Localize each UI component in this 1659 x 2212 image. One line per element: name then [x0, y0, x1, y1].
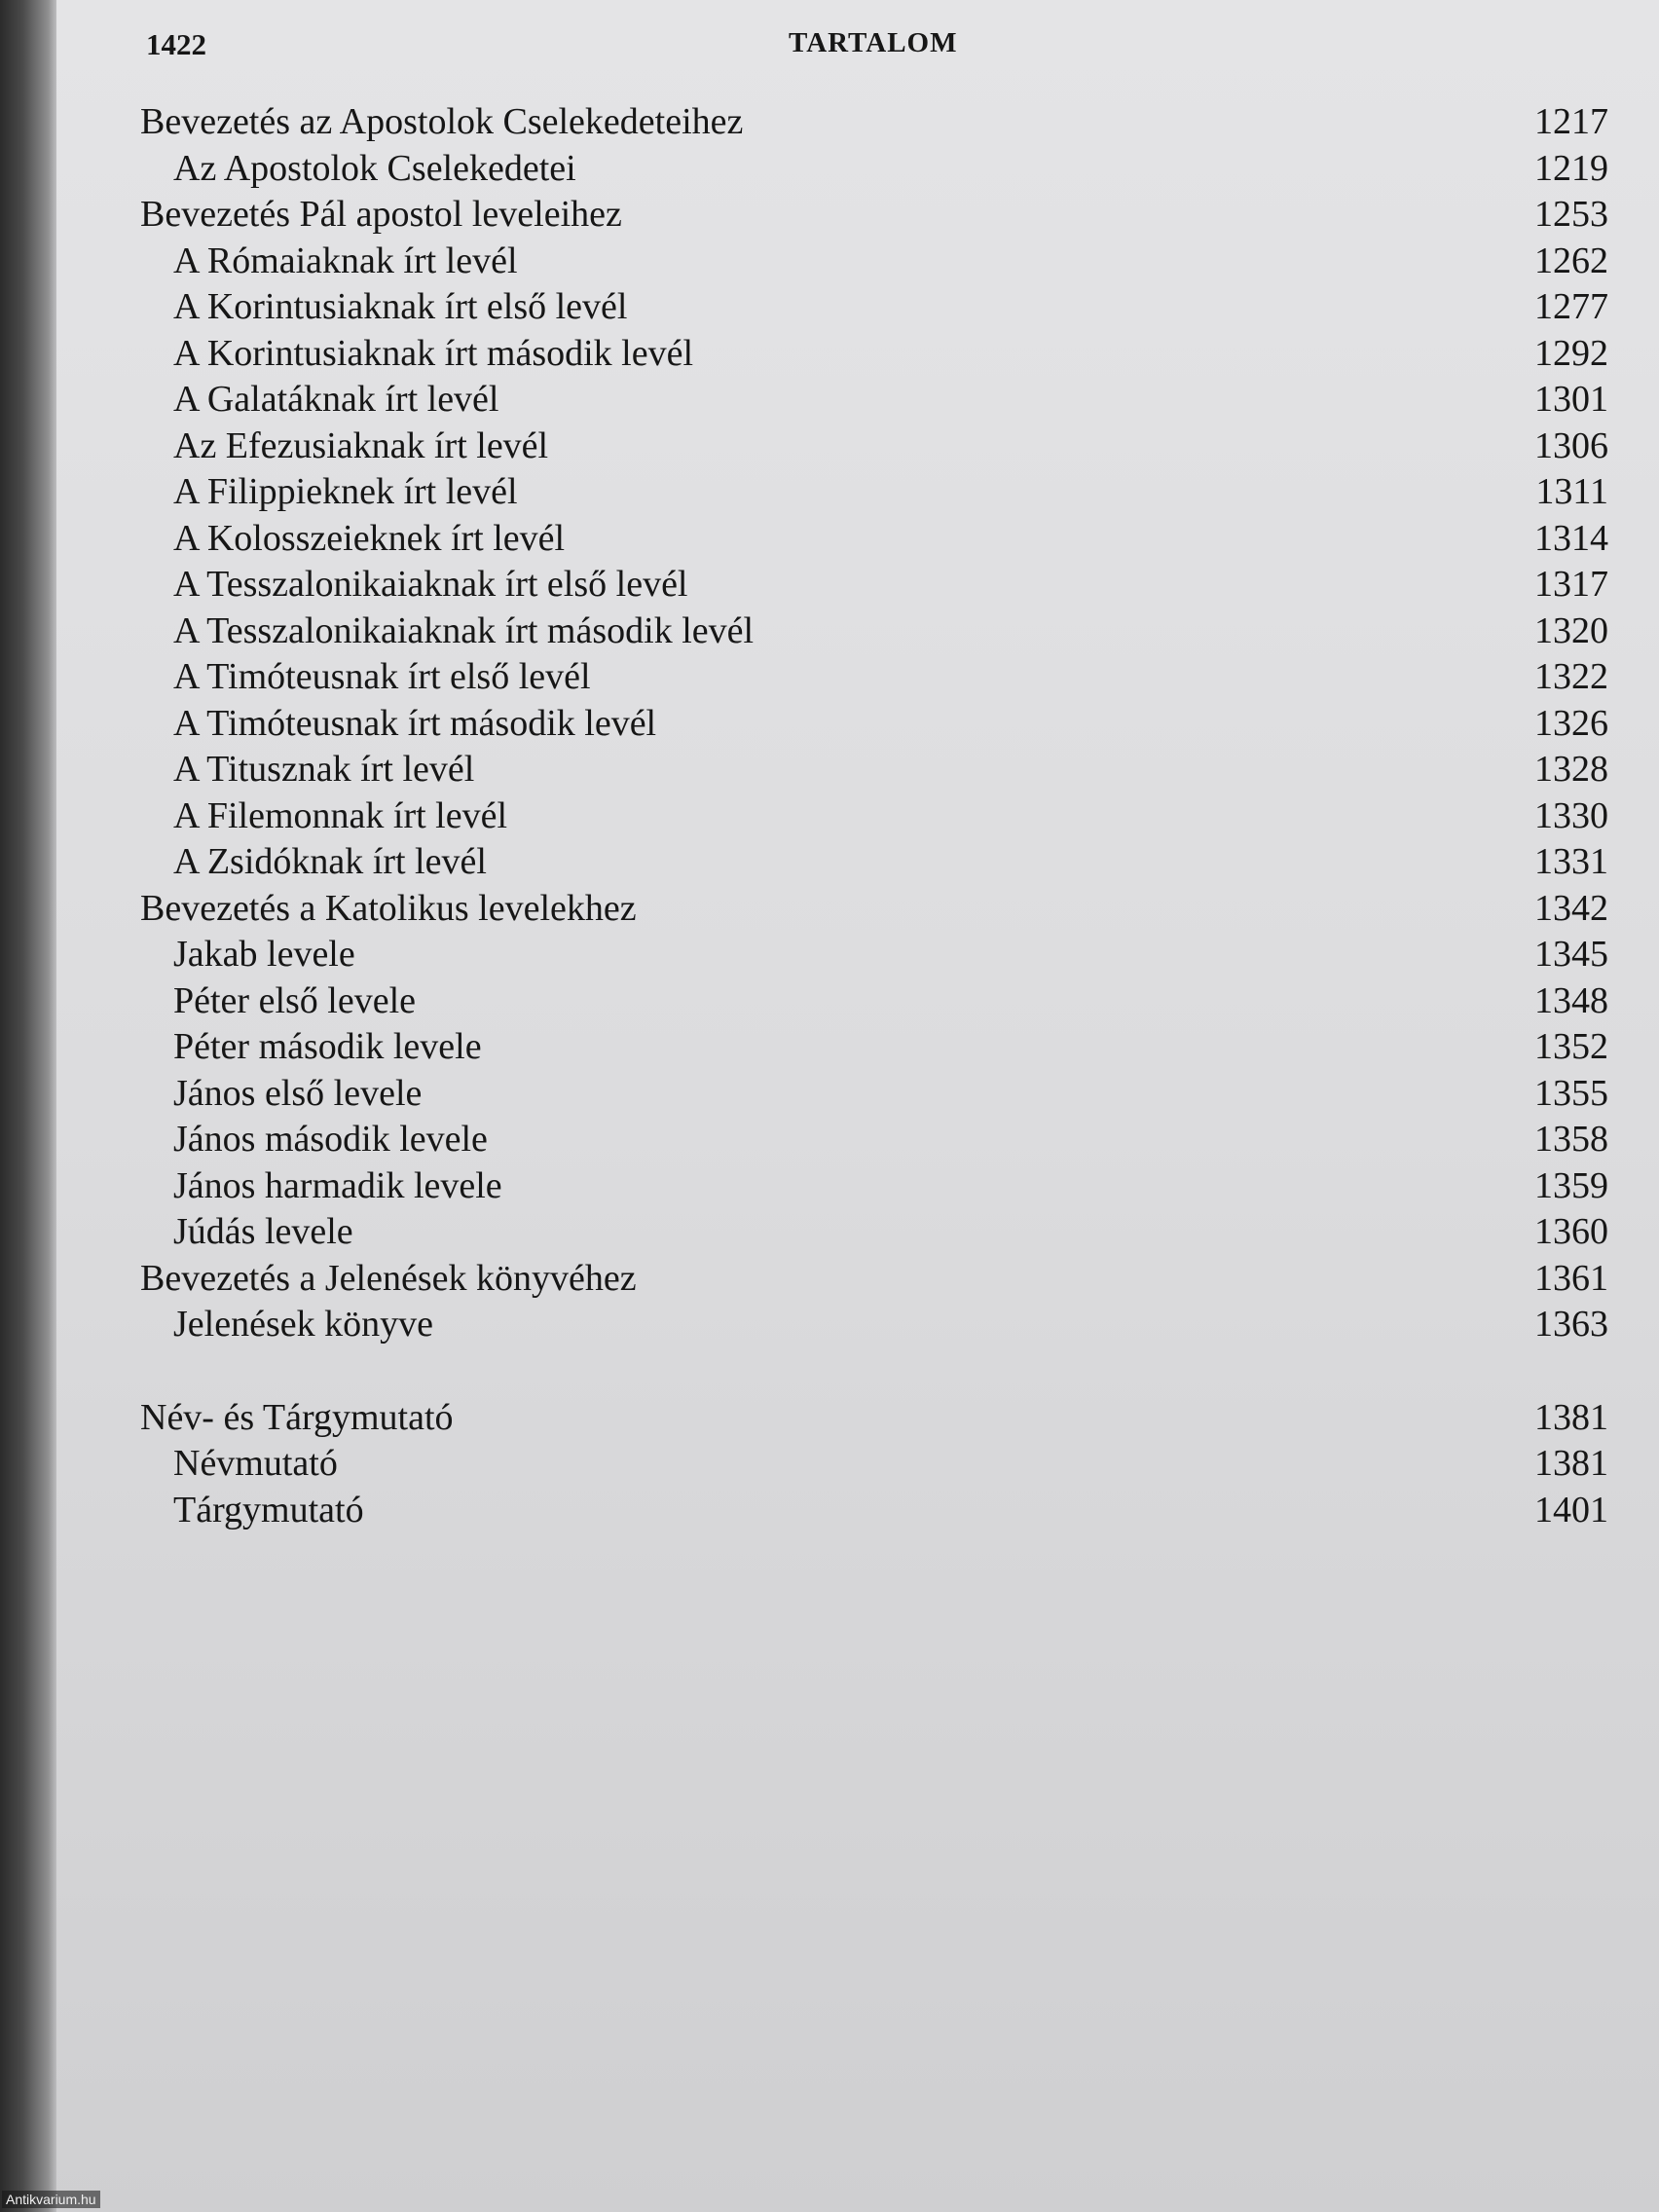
toc-page-number: 1330	[1534, 794, 1608, 836]
toc-entry	[136, 793, 1608, 838]
toc-page-number: 1331	[1534, 841, 1608, 882]
toc-entry	[136, 1256, 1608, 1301]
toc-entry-title: A Zsidóknak írt levél	[173, 841, 487, 882]
toc-page-number: 1314	[1534, 517, 1608, 559]
toc-entry	[136, 424, 1608, 468]
toc-entry	[136, 1117, 1608, 1161]
toc-entry	[136, 146, 1608, 191]
toc-page-number: 1352	[1534, 1026, 1608, 1067]
toc-entry	[136, 886, 1608, 931]
toc-entry	[136, 1441, 1608, 1486]
toc-entry-title: A Filemonnak írt levél	[173, 794, 508, 836]
toc-entry-title: A Korintusiaknak írt első levél	[173, 286, 628, 327]
toc-entry-title: A Tesszalonikaiaknak írt második levél	[173, 609, 755, 651]
toc-section-title: Bevezetés a Jelenések könyvéhez	[140, 1257, 637, 1299]
toc-section-title: Bevezetés a Katolikus levelekhez	[140, 887, 637, 929]
toc-entry-title: Jakab levele	[173, 934, 355, 975]
toc-entry-title: Tárgymutató	[173, 1489, 364, 1530]
toc-entry	[136, 1024, 1608, 1069]
toc-entry	[136, 1395, 1608, 1440]
toc-entry	[136, 562, 1608, 607]
toc-entry	[136, 1209, 1608, 1254]
toc-entry	[136, 608, 1608, 653]
toc-page-number: 1322	[1534, 656, 1608, 697]
toc-page-number: 1311	[1535, 471, 1608, 512]
toc-entry	[136, 516, 1608, 561]
toc-page-number: 1359	[1534, 1164, 1608, 1206]
page-title: TARTALOM	[789, 27, 958, 58]
toc-entry-title: János első levele	[173, 1072, 423, 1114]
toc-page-number: 1301	[1534, 379, 1608, 420]
toc-entry-title: János harmadik levele	[173, 1164, 502, 1206]
toc-entry-title: A Timóteusnak írt első levél	[173, 656, 591, 697]
toc-page-number: 1277	[1534, 286, 1608, 327]
toc-entry-title: Júdás levele	[173, 1211, 353, 1252]
toc-page-number: 1361	[1534, 1257, 1608, 1299]
toc-section-title: Bevezetés Pál apostol leveleihez	[140, 194, 622, 235]
toc-entry-title: Péter második levele	[173, 1026, 482, 1067]
toc-entry	[136, 932, 1608, 977]
toc-entry-title: A Rómaiaknak írt levél	[173, 240, 518, 281]
toc-entry-title: Jelenések könyve	[173, 1304, 433, 1345]
toc-entry-title: Az Apostolok Cselekedetei	[173, 147, 576, 189]
toc-entry-title: Az Efezusiaknak írt levél	[173, 424, 549, 466]
toc-page-number: 1219	[1534, 147, 1608, 189]
toc-entry	[136, 377, 1608, 422]
toc-section-title: Bevezetés az Apostolok Cselekedeteihez	[140, 101, 744, 142]
toc-page-number: 1360	[1534, 1211, 1608, 1252]
watermark: Antikvarium.hu	[2, 2191, 100, 2208]
toc-page-number: 1355	[1534, 1072, 1608, 1114]
toc-page-number: 1306	[1534, 424, 1608, 466]
toc-entry	[136, 469, 1608, 514]
toc-entry-title: A Tesszalonikaiaknak írt első levél	[173, 564, 688, 605]
toc-entry	[136, 99, 1608, 144]
toc-page-number: 1381	[1534, 1443, 1608, 1484]
toc-entry-title: Névmutató	[173, 1443, 338, 1484]
toc-page-number: 1217	[1534, 101, 1608, 142]
toc-page-number: 1381	[1534, 1396, 1608, 1438]
toc-page-number: 1363	[1534, 1304, 1608, 1345]
toc-entry	[136, 839, 1608, 884]
toc-entry-title: A Titusznak írt levél	[173, 749, 475, 790]
toc-entry	[136, 331, 1608, 376]
toc-page-number: 1328	[1534, 749, 1608, 790]
toc-entry	[136, 1163, 1608, 1208]
toc-page-number: 1342	[1534, 887, 1608, 929]
toc-page-number: 1317	[1534, 564, 1608, 605]
toc-entry-title: A Timóteusnak írt második levél	[173, 702, 657, 744]
toc-entry-title: A Kolosszeieknek írt levél	[173, 517, 566, 559]
toc-page-number: 1262	[1534, 240, 1608, 281]
page-number: 1422	[146, 27, 206, 61]
toc-entry-title: A Galatáknak írt levél	[173, 379, 499, 420]
toc-page-number: 1326	[1534, 702, 1608, 744]
toc-entry	[136, 701, 1608, 746]
toc-entry-title: A Filippieknek írt levél	[173, 471, 518, 512]
toc-page-number: 1292	[1534, 332, 1608, 374]
toc-entry	[136, 978, 1608, 1023]
toc-entry	[136, 747, 1608, 792]
toc-entry	[136, 239, 1608, 283]
toc-entry	[136, 1302, 1608, 1346]
toc-entry-title: Péter első levele	[173, 979, 417, 1021]
toc-entry-title: A Korintusiaknak írt második levél	[173, 332, 694, 374]
toc-entry	[136, 192, 1608, 237]
toc-page-number: 1401	[1534, 1489, 1608, 1530]
toc-entry	[136, 1488, 1608, 1532]
toc-entry	[136, 654, 1608, 699]
toc-entry	[136, 284, 1608, 329]
toc-section-title: Név- és Tárgymutató	[140, 1396, 454, 1438]
toc-page-number: 1358	[1534, 1119, 1608, 1160]
toc-page-number: 1253	[1534, 194, 1608, 235]
toc-page-number: 1320	[1534, 609, 1608, 651]
toc-entry	[136, 1071, 1608, 1116]
toc-entry-title: János második levele	[173, 1119, 488, 1160]
book-spine-shadow	[0, 0, 56, 2212]
toc-page-number: 1345	[1534, 934, 1608, 975]
toc-page-number: 1348	[1534, 979, 1608, 1021]
